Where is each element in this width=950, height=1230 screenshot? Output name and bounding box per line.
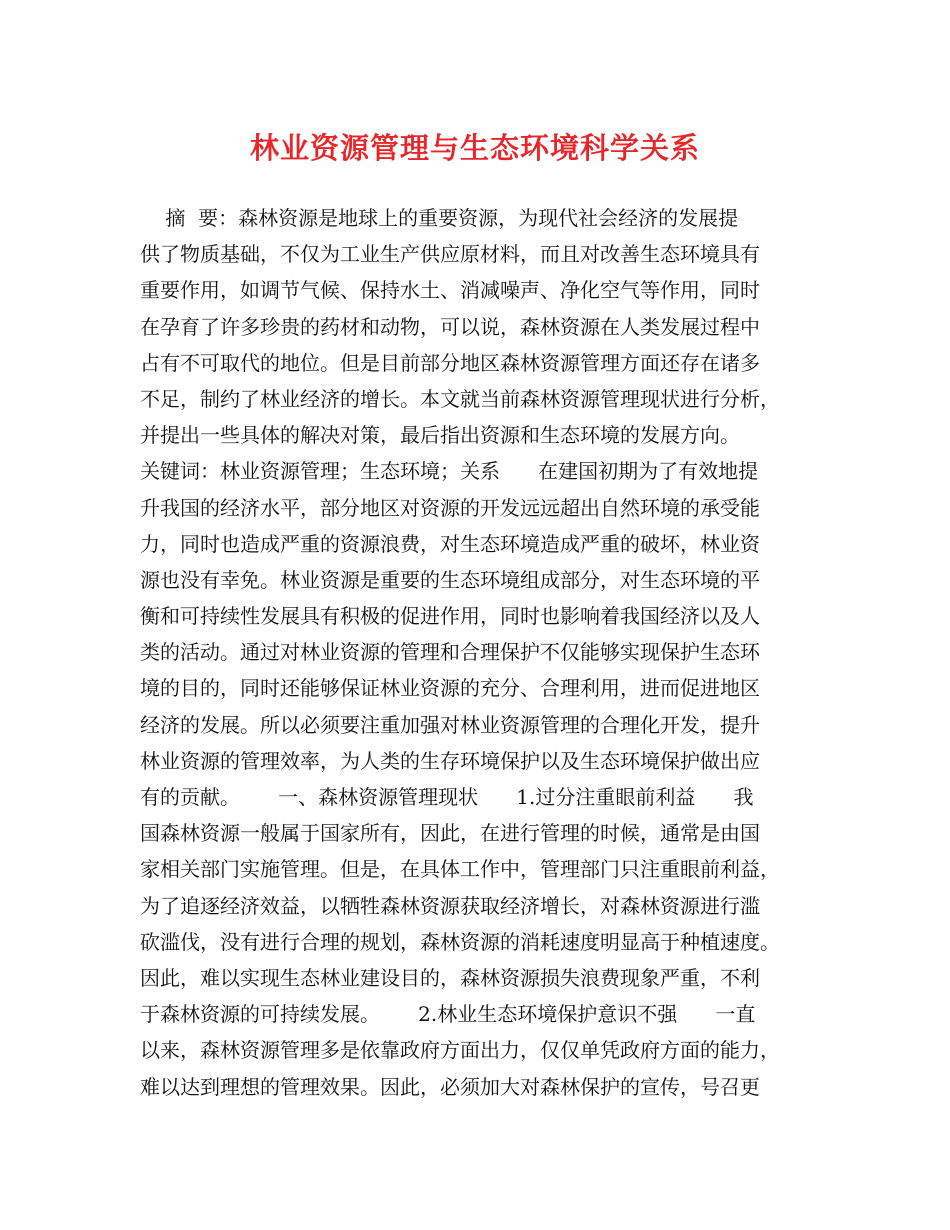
body-line: 林业资源的管理效率，为人类的生存环境保护以及生态环境保护做出应	[140, 748, 760, 773]
body-line: 为了追逐经济效益，以牺牲森林资源获取经济增长，对森林资源进行滥	[140, 893, 760, 918]
keywords-line: 关键词：林业资源管理；生态环境；关系 在建国初期为了有效地提	[140, 459, 759, 484]
body-line: 源也没有幸免。林业资源是重要的生态环境组成部分，对生态环境的平	[140, 567, 760, 592]
body-line: 经济的发展。所以必须要注重加强对林业资源管理的合理化开发，提升	[140, 712, 760, 737]
body-line: 不足，制约了林业经济的增长。本文就当前森林资源管理现状进行分析，	[140, 386, 780, 411]
document-body	[140, 200, 815, 1105]
body-line: 家相关部门实施管理。但是，在具体工作中，管理部门只注重眼前利益，	[140, 857, 780, 882]
body-line: 占有不可取代的地位。但是目前部分地区森林资源管理方面还存在诸多	[140, 350, 760, 375]
body-line: 衡和可持续性发展具有积极的促进作用，同时也影响着我国经济以及人	[140, 604, 760, 629]
body-line: 因此，难以实现生态林业建设目的，森林资源损失浪费现象严重，不利	[140, 965, 760, 990]
body-line: 类的活动。通过对林业资源的管理和合理保护不仅能够实现保护生态环	[140, 640, 760, 665]
body-line: 重要作用，如调节气候、保持水土、消减噪声、净化空气等作用，同时	[140, 278, 760, 303]
body-line: 境的目的，同时还能够保证林业资源的充分、合理利用，进而促进地区	[140, 676, 760, 701]
body-line: 砍滥伐，没有进行合理的规划，森林资源的消耗速度明显高于种植速度。	[140, 929, 780, 954]
body-line: 于森林资源的可持续发展。 2.林业生态环境保护意识不强 一直	[140, 1002, 756, 1027]
body-line: 有的贡献。 一、森林资源管理现状 1.过分注重眼前利益 我	[140, 785, 754, 809]
body-line: 在孕育了许多珍贵的药材和动物，可以说，森林资源在人类发展过程中	[140, 314, 760, 339]
body-line: 升我国的经济水平，部分地区对资源的开发远远超出自然环境的承受能	[140, 495, 760, 520]
body-line: 并提出一些具体的解决对策，最后指出资源和生态环境的发展方向。	[140, 423, 740, 448]
document-title: 林业资源管理与生态环境科学关系	[249, 131, 700, 165]
body-line: 供了物质基础，不仅为工业生产供应原材料，而且对改善生态环境具有	[140, 242, 760, 267]
body-line: 以来，森林资源管理多是依靠政府方面出力，仅仅单凭政府方面的能力，	[140, 1038, 780, 1063]
body-line: 力，同时也造成严重的资源浪费，对生态环境造成严重的破坏，林业资	[140, 531, 760, 556]
body-line: 国森林资源一般属于国家所有，因此，在进行管理的时候，通常是由国	[140, 821, 760, 846]
body-line: 摘 要：森林资源是地球上的重要资源，为现代社会经济的发展提	[140, 206, 739, 230]
body-line: 难以达到理想的管理效果。因此，必须加大对森林保护的宣传，号召更	[140, 1074, 760, 1099]
